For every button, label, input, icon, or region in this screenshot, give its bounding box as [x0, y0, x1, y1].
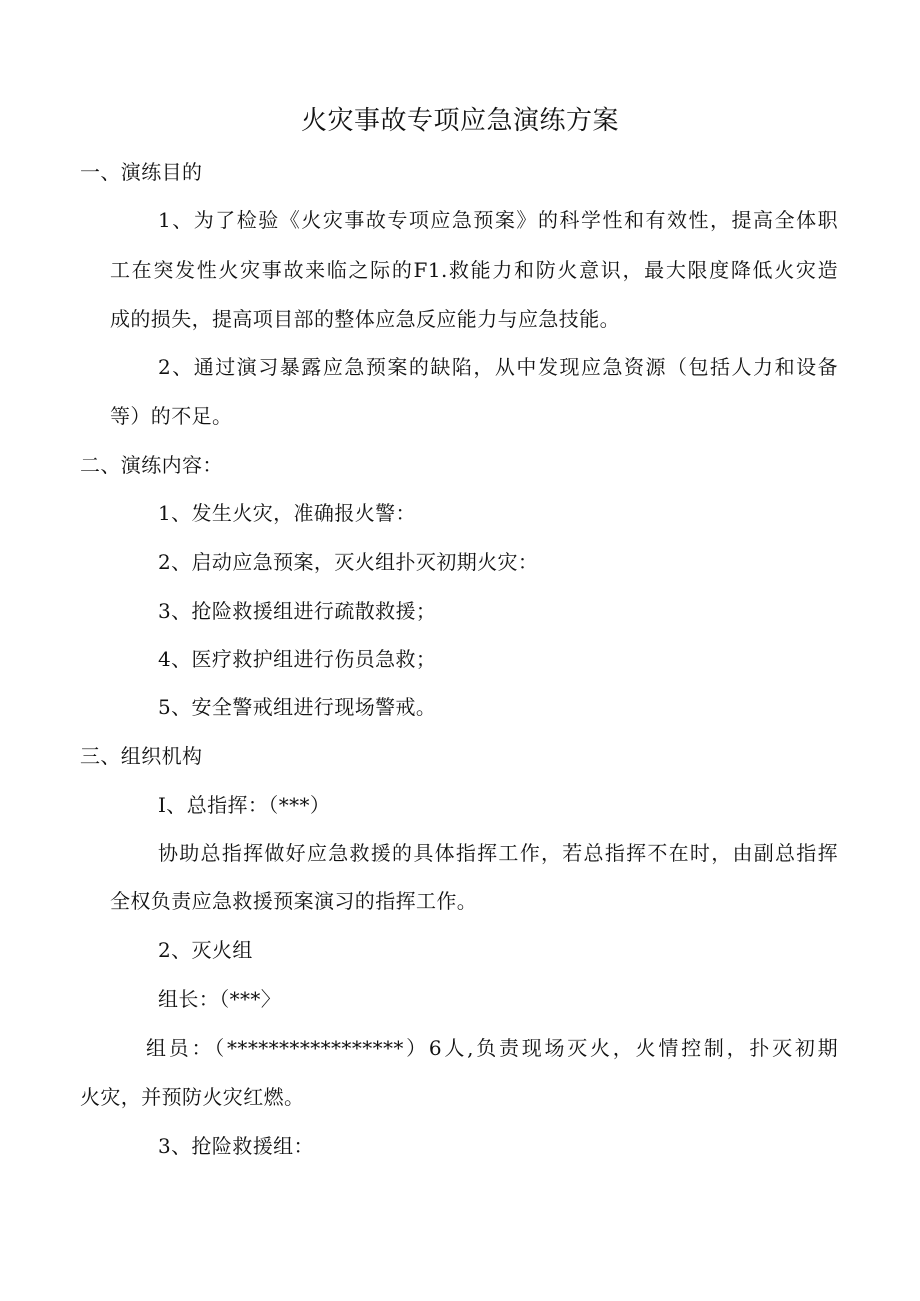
paragraph-line: 1、为了检验《火灾事故专项应急预案》的科学性和有效性，提高全体职 [158, 208, 838, 232]
paragraph-line: 火灾，并预防火灾红燃。 [80, 1085, 305, 1109]
list-item: 4、医疗救护组进行伤员急救； [158, 647, 437, 671]
fire-group-members: 组员：（*****************）6人,负责现场灭火，火情控制，扑灭初期 [146, 1036, 838, 1060]
section-heading-content: 二、演练内容： [80, 453, 223, 477]
list-item: 1、发生火灾，准确报火警： [158, 501, 416, 525]
commander-line: I、总指挥：（***） [158, 793, 331, 817]
document-title: 火灾事故专项应急演练方案 [300, 106, 619, 136]
list-item: 5、安全警戒组进行现场警戒。 [158, 695, 437, 719]
paragraph-line: 工在突发性火灾事故来临之际的F1.救能力和防火意识，最大限度降低火灾造 [110, 258, 838, 282]
rescue-group-heading: 3、抢险救援组： [158, 1134, 314, 1158]
section-heading-organization: 三、组织机构 [80, 744, 203, 768]
list-item: 3、抢险救援组进行疏散救援； [158, 599, 437, 623]
paragraph-line: 成的损失，提高项目部的整体应急反应能力与应急技能。 [110, 307, 620, 331]
paragraph-line: 全权负责应急救援预案演习的指挥工作。 [110, 889, 478, 913]
paragraph-line: 协助总指挥做好应急救援的具体指挥工作，若总指挥不在时，由副总指挥 [158, 841, 838, 865]
paragraph-line: 等）的不足。 [110, 404, 233, 428]
paragraph-line: 2、通过演习暴露应急预案的缺陷，从中发现应急资源（包括人力和设备 [158, 355, 838, 379]
list-item: 2、启动应急预案，灭火组扑灭初期火灾： [158, 550, 539, 574]
fire-group-leader: 组长：（***〉 [158, 987, 282, 1011]
section-heading-purpose: 一、演练目的 [80, 160, 203, 184]
fire-group-heading: 2、灭火组 [158, 938, 253, 962]
